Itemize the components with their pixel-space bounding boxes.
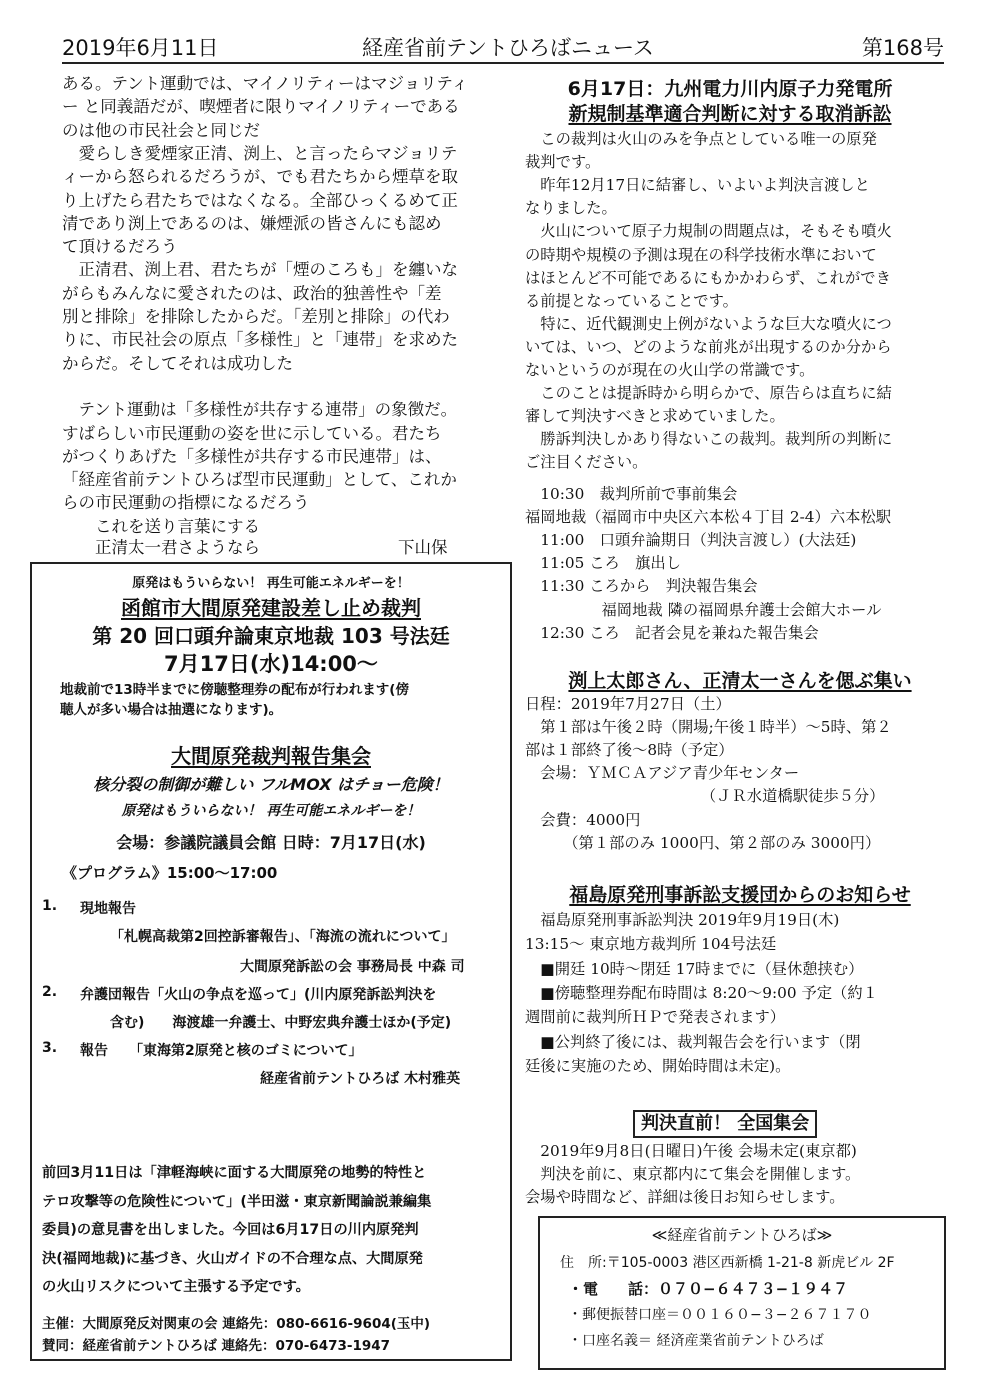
sendai-line: ご注目ください。: [525, 453, 648, 472]
oma-hearing-title: 第 20 回口頭弁論東京地裁 103 号法廷: [92, 624, 450, 648]
sendai-title-1: 6月17日：九州電力川内原子力発電所: [567, 78, 893, 100]
sendai-line: 勝訴判決しかあり得ないこの裁判。裁判所の判断に: [525, 430, 893, 449]
fukushima-line: 福島原発刑事訴訟判決 2019年9月19日(木): [525, 911, 840, 929]
contact-account-name: ・口座名義＝ 経済産業省前テントひろば: [568, 1333, 824, 1349]
article-line: ー と同義語だが、喫煙者に限りマイノリティーである: [62, 97, 460, 117]
oma-ticket-note-2: 聴人が多い場合は抽選になります)。: [60, 702, 283, 718]
memorial-title: 渕上太郎さん、正清太一さんを偲ぶ集い: [568, 670, 912, 692]
schedule-line: 12:30 ころ 記者会見を兼ねた報告集会: [525, 623, 819, 642]
memorial-line: 会場：ＹＭＣＡアジア青少年センター: [525, 764, 800, 783]
memorial-line: （第１部のみ 1000円、第２部のみ 3000円）: [525, 833, 881, 852]
program-item-number: 2.: [42, 984, 58, 1000]
contact-address: 住 所:〒105-0003 港区西新橋 1-21-8 新虎ビル 2F: [560, 1255, 895, 1271]
sendai-line: はほとんど不可能であるにもかかわらず、これができ: [525, 268, 891, 287]
program-item-label: 大間原発訴訟の会 事務局長 中森 司: [240, 959, 465, 975]
program-item-label: 報告 「東海第2原発と核のゴミについて」: [80, 1043, 363, 1059]
program-item-number: 1.: [42, 898, 58, 914]
schedule-line: 福岡地裁（福岡市中央区六本松４丁目 2-4）六本松駅: [525, 508, 892, 527]
article-line: ィーから怒られるだろうが、でも君たちから煙草を取: [62, 167, 458, 187]
issue-date: 2019年6月11日: [62, 36, 219, 60]
article-line: がらもみんなに愛されたのは、政治的独善性や「差: [62, 283, 442, 303]
previous-statement-line: 決(福岡地裁)に基づき、火山ガイドの不合理な点、大間原発: [42, 1250, 423, 1267]
sendai-line: 昨年12月17日に結審し、いよいよ判決言渡しと: [525, 176, 870, 195]
program-time: 《プログラム》15:00〜17:00: [62, 864, 278, 882]
article-line: 愛らしき愛煙家正清、渕上、と言ったらマジョリテ: [62, 143, 458, 163]
contact-box: [538, 1216, 946, 1370]
previous-statement-line: 前回3月11日は「津軽海峡に面する大間原発の地勢的特性と: [42, 1165, 427, 1181]
newsletter-title: 経産省前テントひろばニュース: [362, 36, 654, 60]
article-line: からだ。そしてそれは成功した: [62, 353, 293, 373]
article-line: て頂けるだろう: [62, 237, 178, 257]
article-line: 清であり渕上であるのは、嫌煙派の皆さんにも認め: [62, 213, 442, 233]
program-item-label: 経産省前テントひろば 木村雅英: [260, 1071, 461, 1087]
article-line: 正清君、渕上君、君たちが「煙のころも」を纏いな: [62, 260, 458, 280]
sendai-line: このことは提訴時から明らかで、原告らは直ちに結: [525, 384, 892, 403]
article-line: テント運動は「多様性が共存する連帯」の象徴だ。: [62, 400, 458, 420]
contact-title: ≪経産省前テントひろば≫: [651, 1226, 833, 1244]
article-line: 「経産省前テントひろば型市民運動」として、これか: [62, 470, 457, 490]
issue-number: 第168号: [861, 36, 944, 60]
schedule-line: 11:05 ころ 旗出し: [525, 554, 682, 573]
program-item-label: 現地報告: [80, 901, 136, 917]
schedule-line: 福岡地裁 隣の福岡県弁護士会館大ホール: [525, 600, 882, 619]
article-line: 別と排除」を排除したからだ。「差別と排除」の代わ: [62, 307, 450, 326]
memorial-line: 第１部は午後２時（開場;午後１時半）〜5時、第２: [525, 718, 892, 737]
article-line: すばらしい市民運動の姿を世に示している。君たち: [62, 423, 442, 443]
sendai-line: いては、いつ、どのような前兆が出現するのか分から: [525, 337, 892, 356]
schedule-line: 11:00 口頭弁論期日（判決言渡し）(大法廷): [525, 531, 857, 550]
article-line: のは他の市民社会と同じだ: [62, 120, 260, 140]
article-line: りに、市民社会の原点「多様性」と「連帯」を求めた: [62, 330, 458, 350]
article-line: これを送り言葉にする: [62, 516, 260, 536]
report-meeting-title: 大間原発裁判報告集会: [171, 744, 371, 768]
national-rally-title: 判決直前！ 全国集会: [633, 1110, 817, 1138]
sendai-line: ないというのが現在の火山学の常識です。: [525, 361, 815, 379]
article-line: がつくりあげた「多様性が共存する市民連帯」は、: [62, 446, 442, 466]
sendai-line: 特に、近代観測史上例がないような巨大な噴火につ: [525, 314, 892, 333]
oma-hearing-datetime: 7月17日(水)14:00〜: [164, 652, 378, 676]
report-venue: 会場：参議院議員会館 日時：7月17日(水): [116, 833, 426, 852]
previous-statement-line: 委員)の意見書を出しました。今回は6月17日の川内原発判: [42, 1222, 419, 1238]
memorial-line: 日程：2019年7月27日（土）: [525, 695, 731, 713]
fukushima-line: 廷後に実施のため、開始時間は未定)。: [525, 1056, 791, 1075]
supporter-line: 賛同：経産省前テントひろば 連絡先：070-6473-1947: [42, 1338, 391, 1354]
sendai-line: 裁判です。: [525, 153, 601, 172]
oma-ticket-note-1: 地裁前で13時半までに傍聴整理券の配布が行われます(傍: [60, 682, 409, 698]
article-line: らの市民運動の指標になるだろう: [62, 493, 310, 513]
sendai-line: 審して判決すべきと求めていました。: [525, 407, 785, 426]
sendai-title-2: 新規制基準適合判断に対する取消訴訟: [568, 103, 892, 125]
program-item-number: 3.: [42, 1040, 58, 1056]
previous-statement-line: の火山リスクについて主張する予定です。: [42, 1279, 310, 1295]
memorial-line: 部は１部終了後〜8時（予定）: [525, 741, 734, 760]
schedule-line: 10:30 裁判所前で事前集会: [525, 485, 738, 503]
program-item-label: 含む) 海渡雄一弁護士、中野宏典弁護士ほか(予定): [110, 1015, 452, 1031]
previous-statement-line: テロ攻撃等の危険性について」(半田滋・東京新聞論説兼編集: [42, 1193, 432, 1210]
national-line: 2019年9月8日(日曜日)午後 会場未定(東京都): [525, 1142, 857, 1160]
program-item-label: 弁護団報告「火山の争点を巡って」(川内原発訴訟判決を: [80, 987, 437, 1003]
oma-trial-title: 函館市大間原発建設差し止め裁判: [121, 596, 421, 620]
article-line: ある。テント運動では、マイノリティーはマジョリティ: [62, 74, 469, 93]
article-line: り上げたら君たちではなくなる。全部ひっくるめて正: [62, 190, 458, 210]
schedule-line: 11:30 ころから 判決報告集会: [525, 577, 758, 596]
sendai-line: の時期や規模の予測は現在の科学技術水準において: [525, 245, 877, 264]
fukushima-title: 福島原発刑事訴訟支援団からのお知らせ: [569, 884, 911, 906]
oma-trial-box: [30, 562, 512, 1361]
fukushima-line: ■傍聴整理券配布時間は 8:20〜9:00 予定（約１: [525, 983, 878, 1002]
memorial-line: （ＪＲ水道橋駅徒歩５分）: [525, 787, 885, 806]
oma-slogan-top: 原発はもういらない！ 再生可能エネルギーを！: [132, 576, 410, 591]
memorial-line: 会費：4000円: [525, 810, 641, 829]
sendai-line: 火山について原子力規制の問題点は，そもそも噴火: [525, 222, 892, 241]
fukushima-line: 13:15〜 東京地方裁判所 104号法廷: [525, 935, 777, 954]
sendai-line: この裁判は火山のみを争点としている唯一の原発: [525, 130, 877, 148]
organizer-line: 主催：大間原発反対関東の会 連絡先：080-6616-9604(玉中): [42, 1316, 431, 1332]
mox-slogan: 核分裂の制御が難しい フルMOX はチョー危険！: [93, 775, 449, 794]
renewable-slogan: 原発はもういらない！ 再生可能エネルギーを！: [121, 803, 421, 819]
contact-postal-account: ・郵便振替口座＝００１６０−３−２６７１７０: [568, 1307, 872, 1323]
fukushima-line: 週間前に裁判所ＨＰで発表されます）: [525, 1008, 786, 1027]
sendai-line: なりました。: [525, 199, 617, 218]
article-author: 下山保: [398, 538, 448, 557]
contact-phone: ・電 話：０７０−６４７３−１９４７: [568, 1280, 849, 1298]
sendai-line: る前提となっていることです。: [525, 291, 738, 310]
farewell-line: 正清太一君さようなら: [62, 538, 260, 557]
national-line: 会場や時間など、詳細は後日お知らせします。: [525, 1188, 845, 1207]
national-line: 判決を前に、東京都内にて集会を開催します。: [525, 1165, 861, 1184]
masthead: [62, 30, 944, 64]
fukushima-line: ■公判終了後には、裁判報告会を行います（閉: [525, 1032, 861, 1051]
program-item-label: 「札幌高裁第2回控訴審報告」、「海流の流れについて」: [110, 929, 456, 945]
fukushima-line: ■開廷 10時〜閉廷 17時までに（昼休憩挟む）: [525, 959, 864, 978]
